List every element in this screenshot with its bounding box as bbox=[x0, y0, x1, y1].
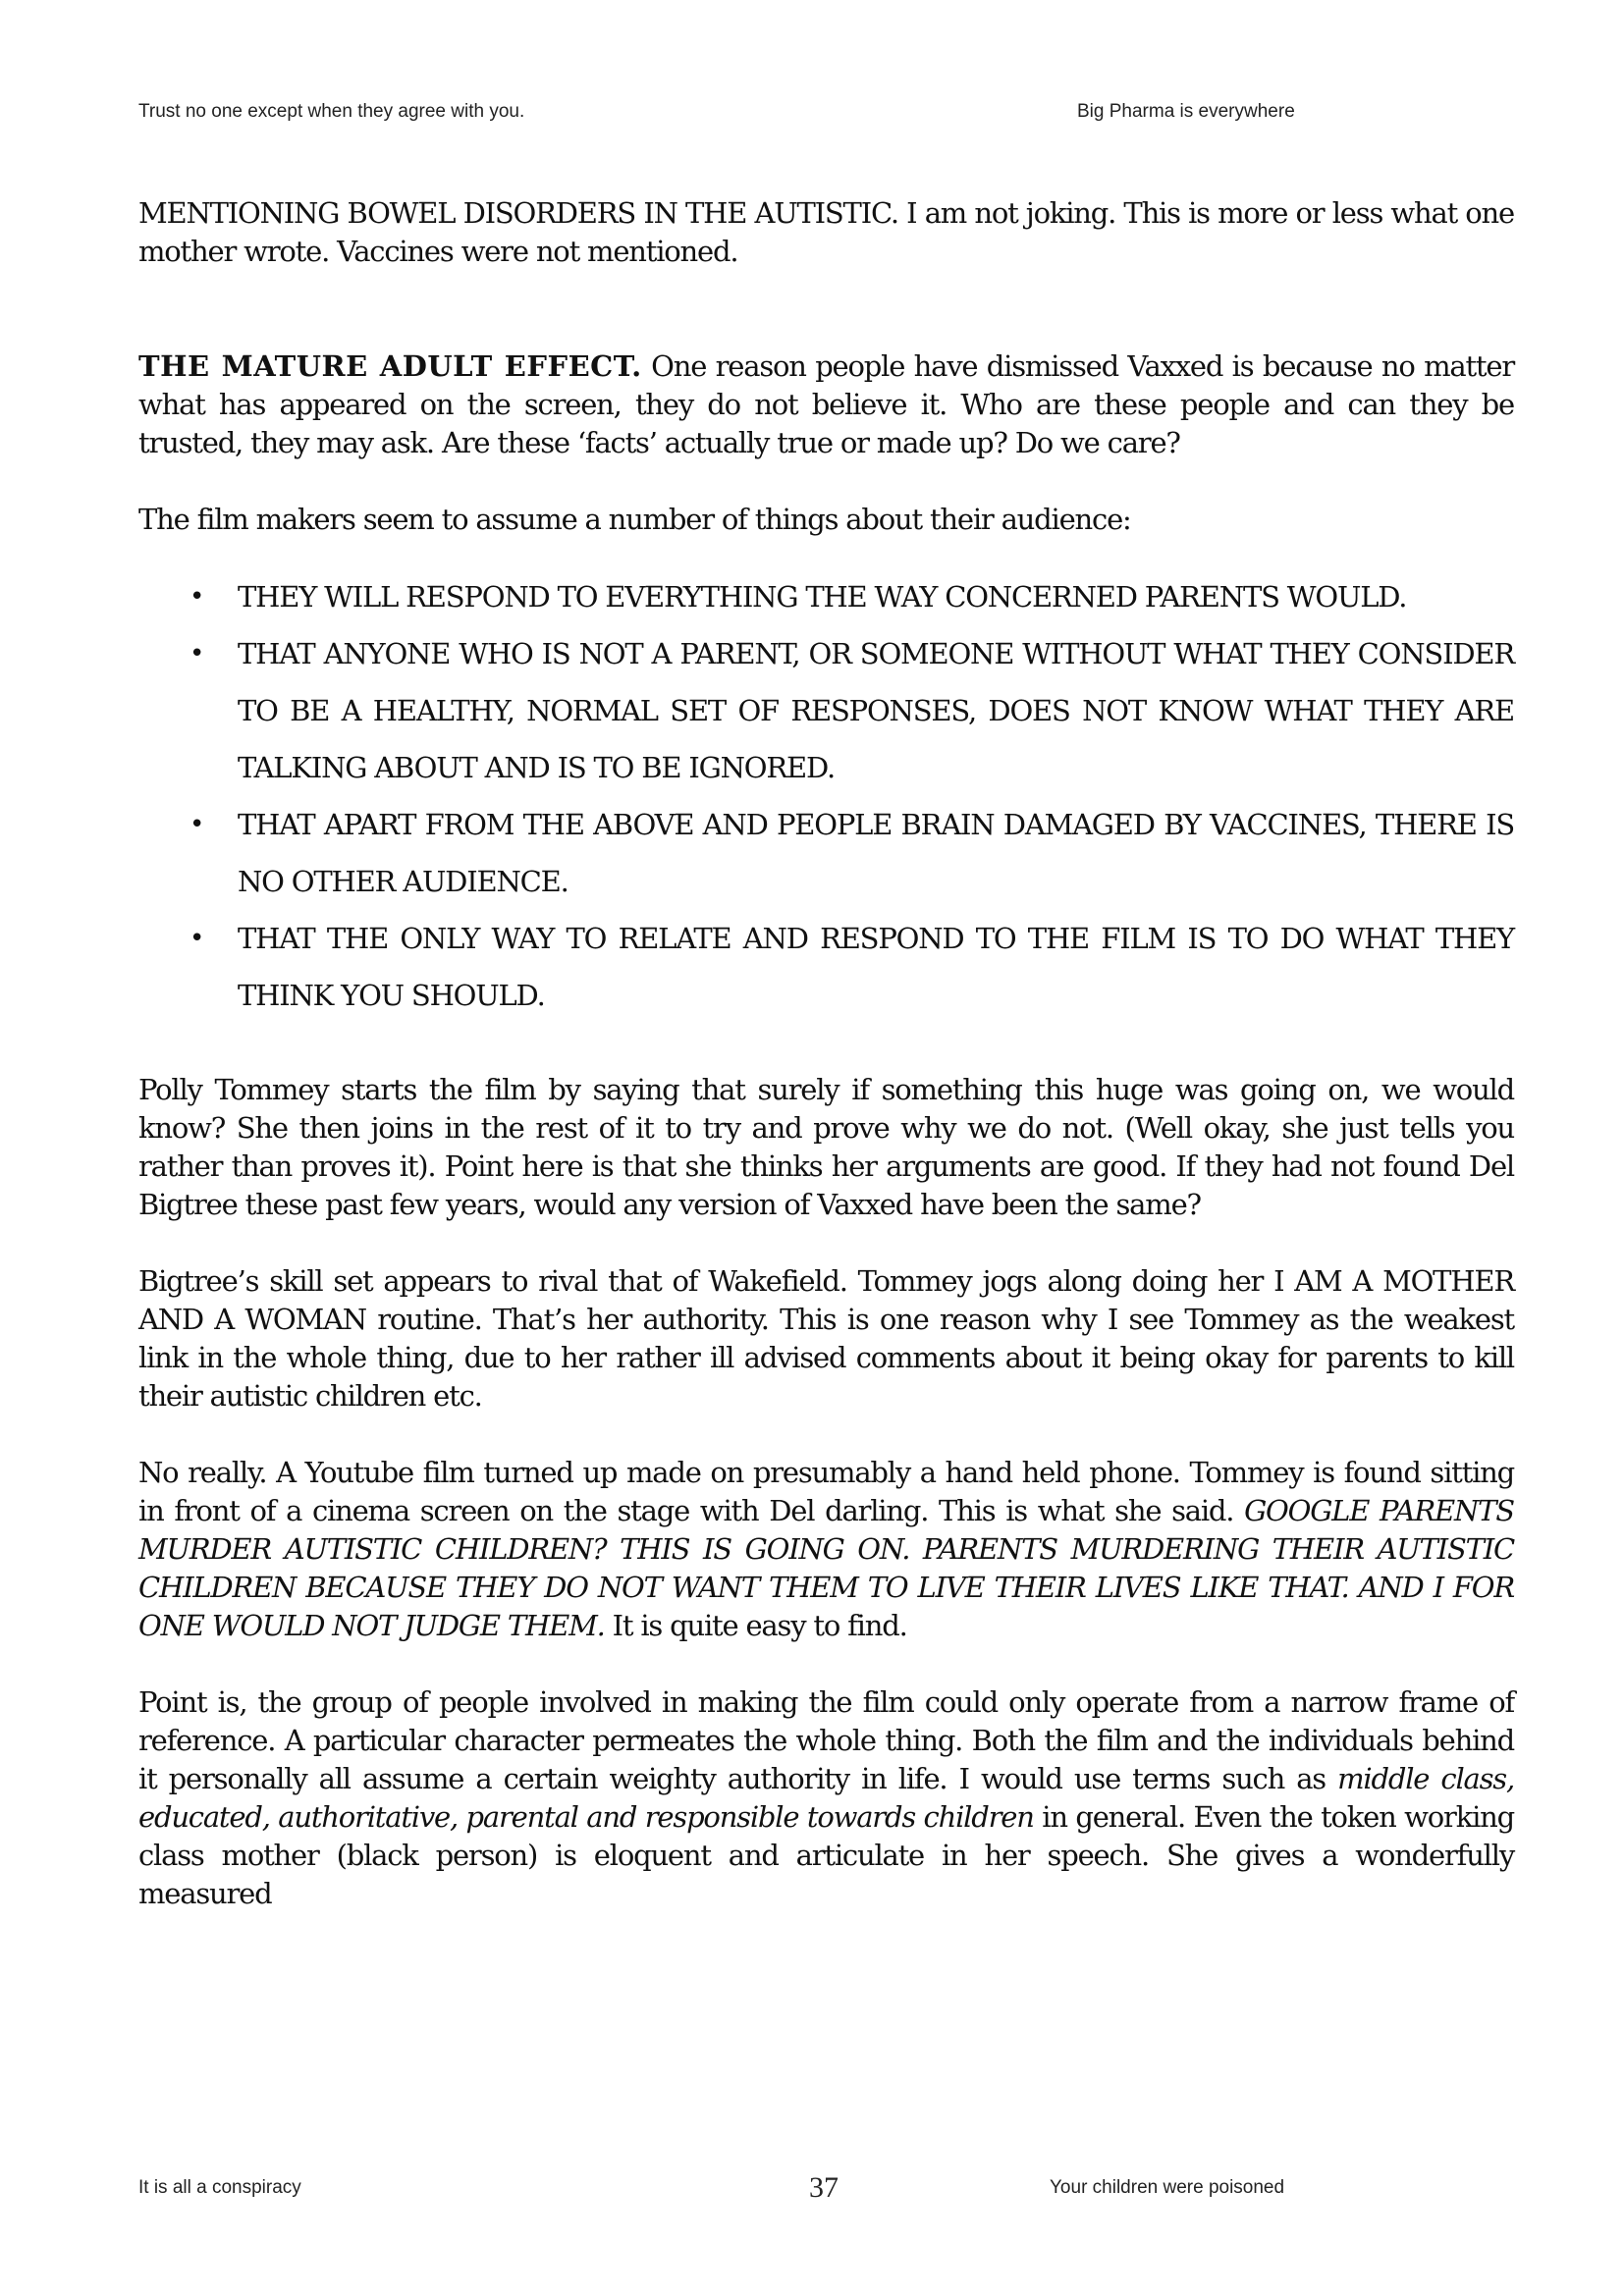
paragraph-6-end: It is quite easy to find. bbox=[604, 1609, 907, 1642]
paragraph-2 bbox=[138, 347, 1514, 462]
paragraph-7-italic: middle class, educated, authoritative, parental and responsible towards children bbox=[138, 1762, 1514, 1834]
bullet-item-1 bbox=[138, 568, 1514, 625]
paragraph-7 bbox=[138, 1683, 1514, 1913]
paragraph-5: Bigtree’s skill set appears to rival that of Wakefield. Tommey jogs along doing her I AM A MOTHER AND A WOMAN routine. That’s her authority. This is one reason why I see Tommey as the weakest link in the whole thing, due to her rather ill advised comments about it being okay for parents to kill their autistic children etc. bbox=[138, 1264, 1514, 1413]
bullet-text: THAT APART FROM THE ABOVE AND PEOPLE BRAIN DAMAGED BY VACCINES, THERE IS NO OTHER AUDIENCE. bbox=[238, 808, 1514, 898]
bullet-text: THAT THE ONLY WAY TO RELATE AND RESPOND TO THE FILM IS TO DO WHAT THEY THINK YOU SHOULD. bbox=[238, 922, 1514, 1012]
bullet-icon: • bbox=[189, 924, 204, 953]
running-header-right: Big Pharma is everywhere bbox=[1077, 101, 1295, 122]
bullet-item-2 bbox=[138, 625, 1514, 796]
bullet-icon: • bbox=[189, 582, 204, 612]
running-footer-right: Your children were poisoned bbox=[1050, 2177, 1285, 2198]
paragraph-6 bbox=[138, 1454, 1514, 1645]
bullet-icon: • bbox=[189, 639, 204, 668]
paragraph-3: The film makers seem to assume a number of things about their audience: bbox=[138, 503, 1131, 536]
paragraph-2-text: One reason people have dismissed Vaxxed is because no matter what has appeared on the screen, they do not believe it. Who are these people and can they be trusted, they may ask. Are these ‘facts’ actually true or made up? Do we care? bbox=[138, 349, 1514, 459]
running-header-left: Trust no one except when they agree with you. bbox=[138, 101, 525, 122]
paragraph-6-text: No really. A Youtube film turned up made on presumably a hand held phone. Tommey is found sitting in front of a cinema screen on the stage with Del darling. This is what she said. bbox=[138, 1456, 1514, 1527]
paragraph-4: Polly Tommey starts the film by saying that surely if something this huge was going on, we would know? She then joins in the rest of it to try and prove why we do not. (Well okay, she just tells you rather than proves it). Point here is that she thinks her arguments are good. If they had not found Del Bigtree these past few years, would any version of Vaxxed have been the same? bbox=[138, 1073, 1514, 1221]
page-number: 37 bbox=[809, 2171, 839, 2204]
running-footer-left: It is all a conspiracy bbox=[138, 2177, 301, 2198]
bullet-icon: • bbox=[189, 810, 204, 839]
paragraph-7-text-a: Point is, the group of people involved in making the film could only operate from a narrow frame of reference. A particular character permeates the whole thing. Both the film and the individuals behind it personally all assume a certain weighty authority in life. I would use terms such as bbox=[138, 1685, 1514, 1795]
bullet-text: THEY WILL RESPOND TO EVERYTHING THE WAY CONCERNED PARENTS WOULD. bbox=[238, 580, 1407, 614]
quote-text: GOOGLE PARENTS MURDER AUTISTIC CHILDREN? THIS IS GOING ON. PARENTS MURDERING THEIR AUTISTIC CHILDREN BECAUSE THEY DO NOT WANT THEM TO LIVE THEIR LIVES LIKE THAT. AND I FOR ONE WOULD NOT JUDGE THEM. bbox=[138, 1494, 1514, 1642]
paragraph-7-text-b: in general. Even the token working class mother (black person) is eloquent and articulate in her speech. She gives a wonderfully measured bbox=[138, 1800, 1515, 1910]
bullet-text: THAT ANYONE WHO IS NOT A PARENT, OR SOMEONE WITHOUT WHAT THEY CONSIDER TO BE A HEALTHY, NORMAL SET OF RESPONSES, DOES NOT KNOW WHAT THEY ARE TALKING ABOUT AND IS TO BE IGNORED. bbox=[238, 637, 1514, 784]
bullet-item-3 bbox=[138, 796, 1514, 910]
paragraph-1: MENTIONING BOWEL DISORDERS IN THE AUTISTIC. I am not joking. This is more or less what one mother wrote. Vaccines were not mentioned. bbox=[138, 196, 1514, 268]
bullet-list bbox=[138, 568, 1514, 1024]
body-text bbox=[138, 194, 1514, 1913]
section-heading: THE MATURE ADULT EFFECT. bbox=[138, 349, 642, 383]
bullet-item-4 bbox=[138, 910, 1514, 1024]
